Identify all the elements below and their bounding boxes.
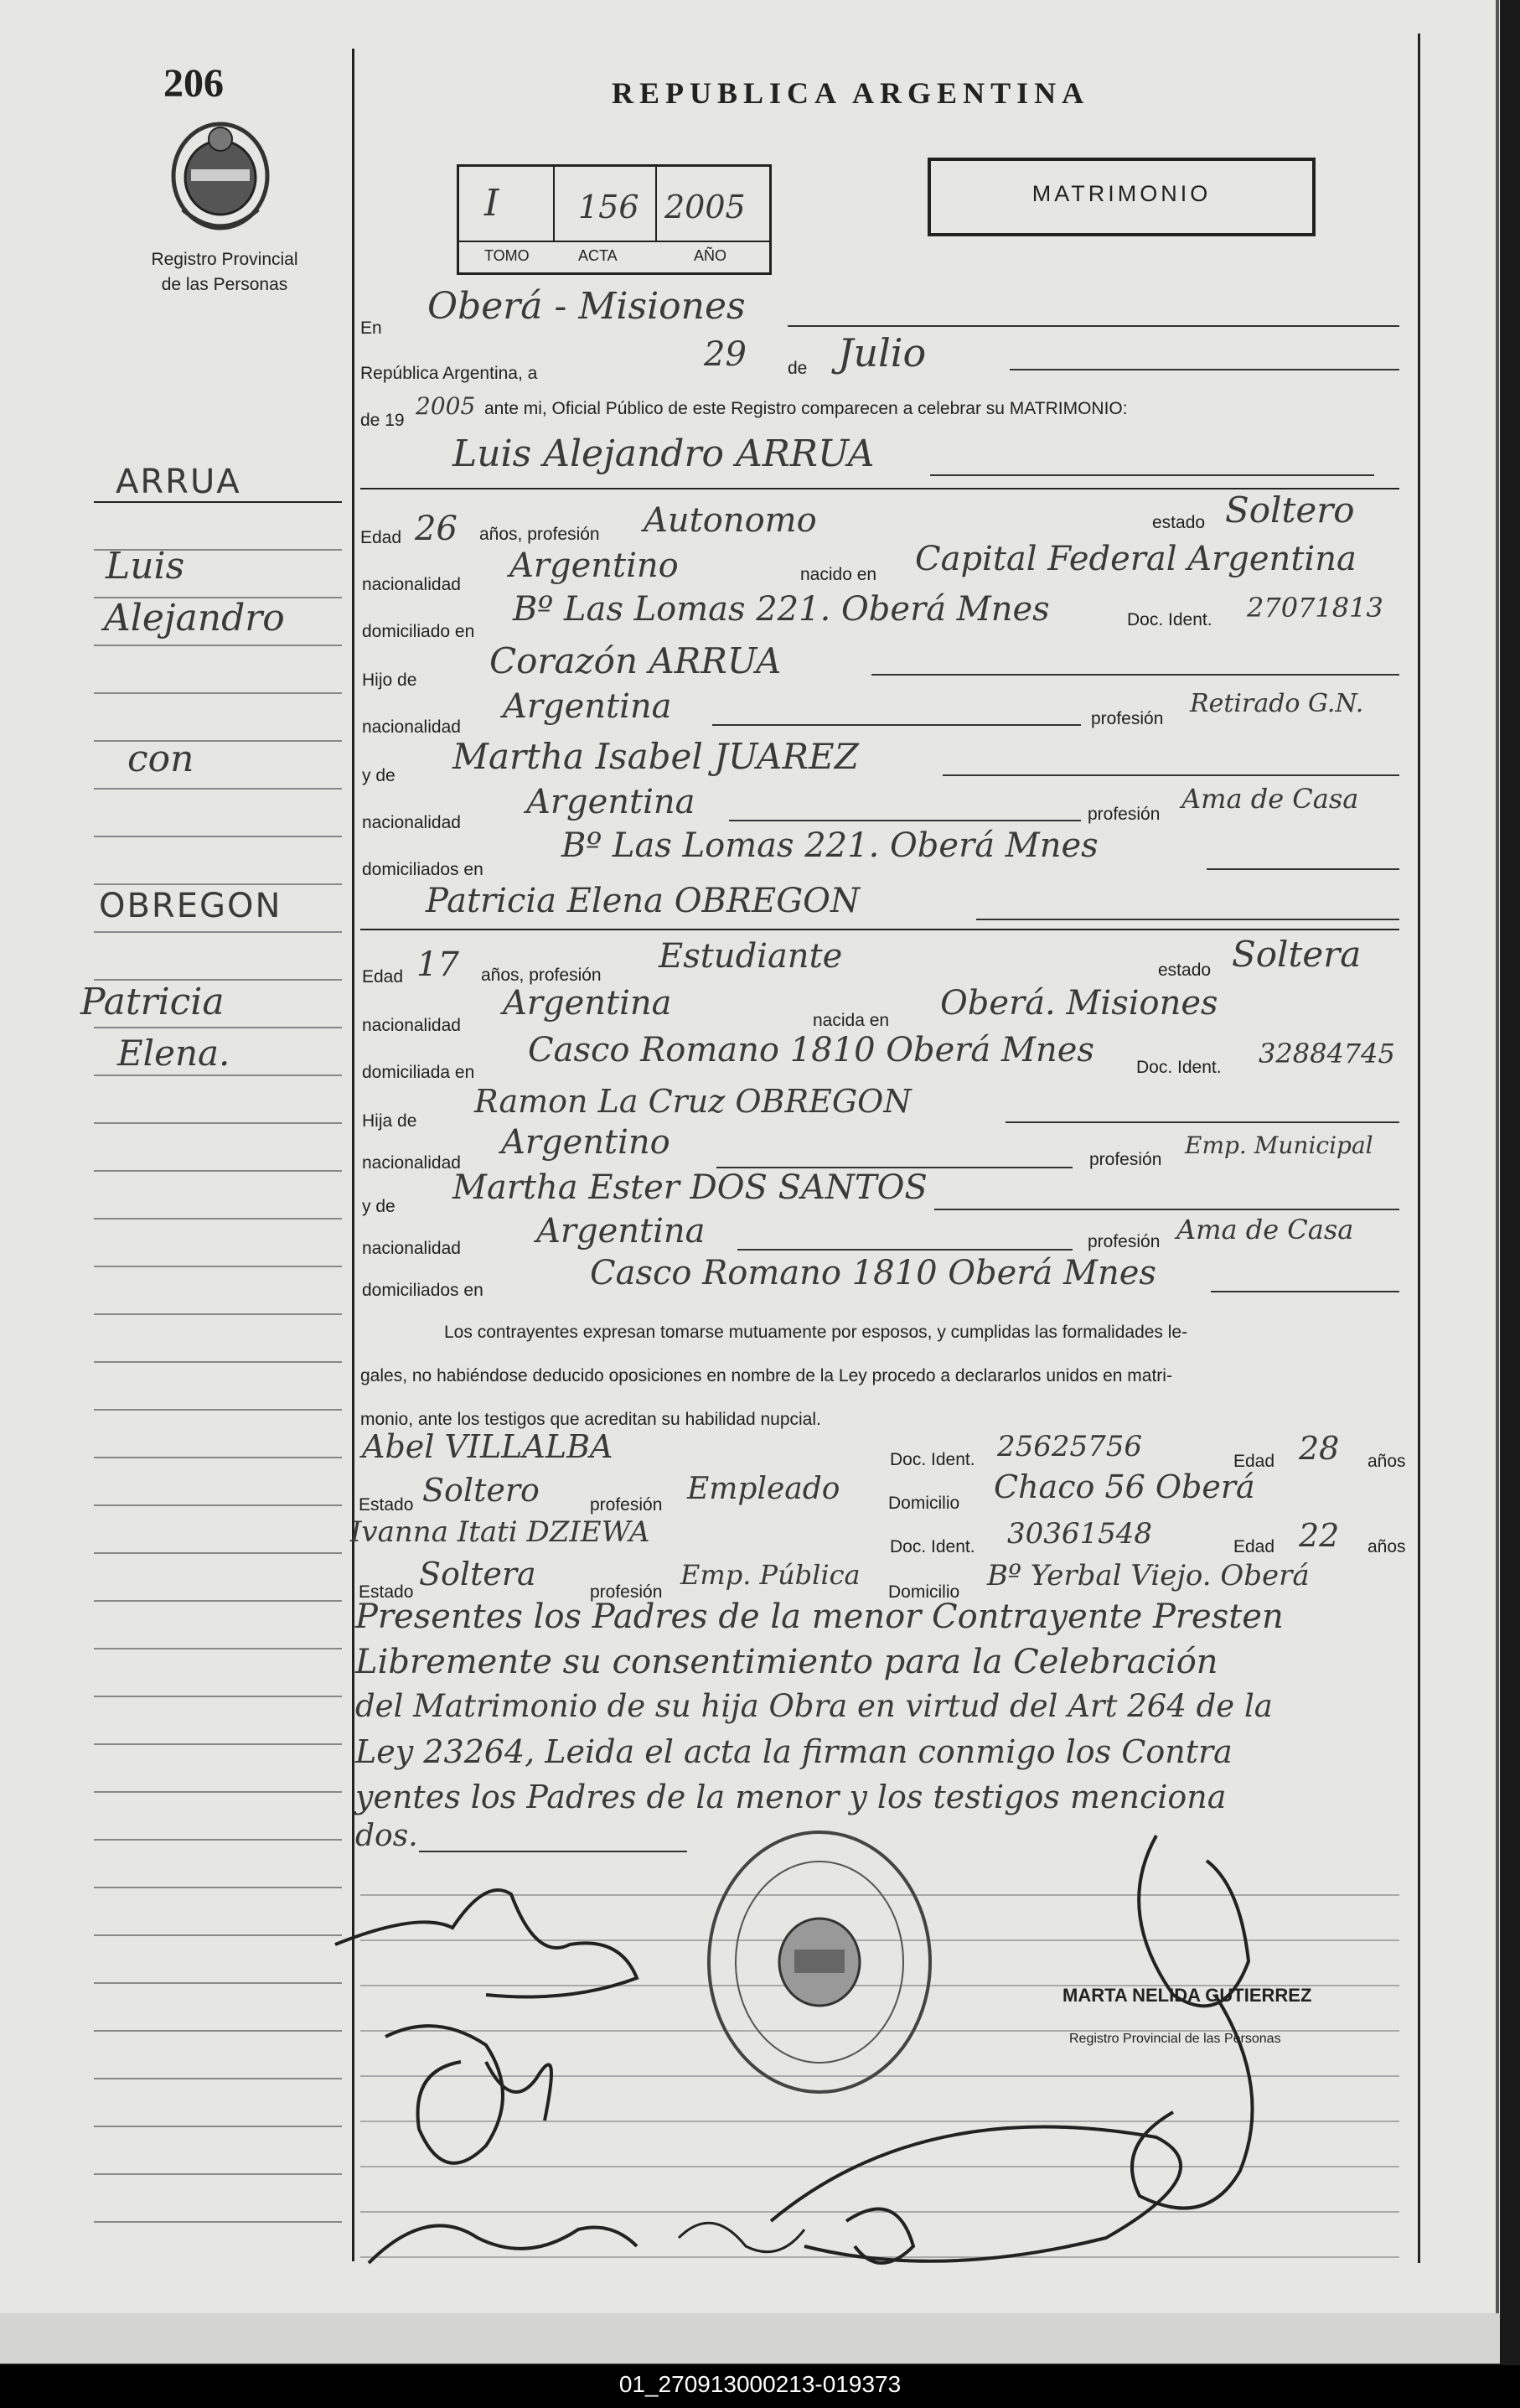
margin-given-1b: Alejandro [104, 597, 285, 640]
bride-father-label-prof: profesión [1089, 1150, 1162, 1169]
bride-mother: Martha Ester DOS SANTOS [452, 1168, 928, 1207]
groom-mother-label-prof: profesión [1088, 805, 1161, 824]
margin-rule [94, 2221, 342, 2223]
groom-doc: 27071813 [1247, 592, 1383, 624]
margin-rule [94, 836, 342, 837]
bride-label-nacionalidad: nacionalidad [362, 1016, 461, 1035]
closing-text-line1: Los contrayentes expresan tomarse mutuamente por esposos, y cumplidas las formalidades le- [444, 1323, 1188, 1342]
margin-rule [94, 1504, 342, 1506]
margin-rule [94, 1075, 342, 1076]
bride-birthplace: Oberá. Misiones [940, 984, 1218, 1023]
margin-rule [94, 1313, 342, 1315]
margin-rule [94, 2030, 342, 2032]
bride-nationality: Argentina [503, 984, 672, 1023]
margin-rule [94, 1170, 342, 1172]
margin-rule [94, 1839, 342, 1841]
groom-parents-label-dom: domiciliados en [362, 860, 483, 879]
label-en: En [360, 318, 382, 338]
bride-parents-address: Casco Romano 1810 Oberá Mnes [590, 1254, 1156, 1292]
witness2-label-doc: Doc. Ident. [890, 1537, 975, 1556]
witness1-label-domicilio: Domicilio [888, 1494, 960, 1513]
groom-father-profession: Retirado G.N. [1190, 689, 1364, 718]
record-number-table [457, 164, 772, 275]
margin-rule [94, 1648, 342, 1649]
bride-label-profesion: años, profesión [481, 966, 602, 985]
folio-number: 206 [163, 61, 224, 106]
witness2-label-anos: años [1367, 1537, 1406, 1556]
official-seal [702, 1824, 937, 2100]
tomo-label: TOMO [484, 247, 530, 264]
groom-label-profesion: años, profesión [479, 525, 600, 544]
groom-birthplace: Capital Federal Argentina [915, 540, 1357, 578]
closing-text-line2: gales, no habiéndose deducido oposiciones en nombre de la Ley procedo a declararlos unidos en matri- [360, 1366, 1172, 1385]
bride-age: 17 [416, 945, 459, 984]
witness2-label-domicilio: Domicilio [888, 1582, 960, 1602]
bride-mother-profession: Ama de Casa [1176, 1214, 1354, 1245]
groom-father-nationality: Argentina [503, 687, 672, 726]
witness1-label-estado: Estado [359, 1495, 414, 1515]
groom-mother: Martha Isabel JUAREZ [452, 736, 859, 777]
groom-profession: Autonomo [644, 501, 817, 540]
witness1-label-prof: profesión [590, 1495, 663, 1515]
margin-rule [94, 1457, 342, 1458]
groom-father-label-prof: profesión [1091, 709, 1164, 728]
margin-given-1a: Luis [106, 545, 185, 588]
document-type-box [928, 158, 1316, 236]
witness2-address: Bº Yerbal Viejo. Oberá [987, 1559, 1310, 1592]
margin-rule [94, 1361, 342, 1363]
margin-rule [94, 883, 342, 885]
margin-surname-1: ARRUA [116, 463, 241, 501]
official-title: Registro Provincial de las Personas [1069, 2032, 1281, 2046]
margin-rule [94, 1122, 342, 1124]
groom-parents-address: Bº Las Lomas 221. Oberá Mnes [561, 826, 1099, 865]
groom-label-estado: estado [1152, 513, 1206, 532]
groom-mother-label-nac: nacionalidad [362, 813, 461, 832]
witness2-status: Soltera [419, 1556, 536, 1592]
margin-rule [94, 2126, 342, 2127]
groom-label-nacionalidad: nacionalidad [362, 575, 461, 594]
note-line2: Libremente su consentimiento para la Celebración [355, 1643, 1218, 1681]
footer-id: 01_270913000213-019373 [618, 2371, 902, 2397]
bride-address: Casco Romano 1810 Oberá Mnes [528, 1031, 1094, 1069]
note-line4: Ley 23264, Leida el acta la firman conmigo los Contra [355, 1733, 1233, 1770]
bride-status: Soltera [1232, 934, 1362, 975]
groom-mother-nationality: Argentina [526, 783, 695, 821]
bride-label-hija: Hija de [362, 1111, 417, 1131]
witness2-label-estado: Estado [359, 1582, 414, 1602]
witness2-age: 22 [1299, 1517, 1340, 1554]
witness2-label-edad: Edad [1233, 1537, 1275, 1556]
registry-name-line1: Registro Provincial [151, 250, 298, 269]
margin-rule [94, 1791, 342, 1793]
margin-rule [94, 1027, 342, 1028]
groom-label-nacido: nacido en [800, 565, 877, 584]
bride-father-nationality: Argentino [501, 1123, 670, 1162]
bride-full-name: Patricia Elena OBREGON [426, 882, 860, 920]
witness1-status: Soltero [422, 1472, 540, 1509]
bride-label-yde: y de [362, 1197, 396, 1216]
witness1-name: Abel VILLALBA [362, 1428, 613, 1465]
country-title: REPUBLICA ARGENTINA [612, 76, 1090, 110]
year-value: 2005 [416, 392, 476, 420]
bride-mother-label-nac: nacionalidad [362, 1239, 461, 1258]
margin-rule [94, 1982, 342, 1984]
bride-label-edad: Edad [362, 967, 404, 987]
document-type: MATRIMONIO [1031, 181, 1212, 206]
margin-rule [94, 1409, 342, 1411]
label-de: de [788, 359, 808, 378]
month-value: Julio [838, 330, 927, 375]
groom-label-yde: y de [362, 766, 396, 785]
right-margin-line [1418, 34, 1420, 2263]
bride-label-estado: estado [1158, 961, 1212, 980]
note-line6: dos. [355, 1819, 418, 1853]
witness2-profession: Emp. Pública [680, 1559, 861, 1591]
margin-given-2b: Elena. [117, 1033, 230, 1074]
margin-rule [94, 1266, 342, 1267]
margin-given-2a: Patricia [80, 981, 225, 1023]
margin-rule [94, 931, 342, 933]
witness1-label-edad: Edad [1233, 1452, 1275, 1471]
groom-signature [318, 1844, 687, 2196]
margin-rule [94, 645, 342, 646]
groom-mother-profession: Ama de Casa [1181, 783, 1359, 815]
bride-doc: 32884745 [1259, 1038, 1395, 1069]
registry-name-line2: de las Personas [161, 275, 288, 294]
groom-label-domicilio: domiciliado en [362, 622, 475, 641]
bride-label-domicilio: domiciliada en [362, 1063, 475, 1082]
witness1-address: Chaco 56 Oberá [994, 1468, 1255, 1505]
witness1-profession: Empleado [687, 1472, 840, 1506]
groom-label-hijo: Hijo de [362, 671, 417, 690]
groom-father: Corazón ARRUA [489, 640, 782, 681]
tomo-value: I [484, 182, 499, 225]
witness1-label-doc: Doc. Ident. [890, 1450, 975, 1469]
margin-surname-2: OBREGON [99, 887, 282, 925]
coat-of-arms-logo [166, 117, 275, 235]
bride-mother-nationality: Argentina [536, 1212, 706, 1251]
margin-conector: con [127, 738, 194, 780]
groom-full-name: Luis Alejandro ARRUA [452, 432, 875, 475]
page-edge-line [1496, 0, 1499, 2313]
margin-rule [94, 1696, 342, 1697]
bride-mother-label-prof: profesión [1088, 1232, 1161, 1251]
ano-label: AÑO [694, 247, 727, 264]
witness2-label-prof: profesión [590, 1582, 663, 1602]
groom-father-label-nac: nacionalidad [362, 717, 461, 737]
bride-profession: Estudiante [659, 937, 843, 976]
bride-father-profession: Emp. Municipal [1185, 1132, 1373, 1159]
groom-label-edad: Edad [360, 528, 402, 547]
bride-label-nacida: nacida en [813, 1011, 890, 1030]
witness2-doc: 30361548 [1007, 1517, 1153, 1551]
margin-rule [94, 2078, 342, 2079]
day-value: 29 [704, 335, 747, 374]
label-republica: República Argentina, a [360, 364, 538, 383]
witness1-age: 28 [1299, 1430, 1340, 1467]
margin-rule [94, 1600, 342, 1602]
page-bottom-edge [0, 2313, 1500, 2364]
groom-nationality: Argentino [509, 546, 679, 585]
margin-rule [94, 1934, 342, 1936]
note-line1: Presentes los Padres de la menor Contrayente Presten [355, 1598, 1284, 1636]
margin-rule [94, 1887, 342, 1888]
margin-rule [94, 1743, 342, 1745]
groom-label-doc: Doc. Ident. [1127, 610, 1212, 629]
witness1-doc: 25625756 [997, 1430, 1143, 1463]
witness1-label-anos: años [1367, 1452, 1406, 1471]
bride-label-doc: Doc. Ident. [1136, 1058, 1222, 1077]
witness2-name: Ivanna Itati DZIEWA [350, 1515, 650, 1549]
label-ante: ante mi, Oficial Público de este Registro comparecen a celebrar su MATRIMONIO: [484, 399, 1128, 418]
closing-text-line3: monio, ante los testigos que acreditan su habilidad nupcial. [360, 1410, 821, 1429]
note-line5: yentes los Padres de la menor y los testigos menciona [355, 1779, 1227, 1815]
margin-rule [94, 692, 342, 694]
ano-value: 2005 [664, 189, 746, 225]
groom-age: 26 [415, 510, 458, 548]
groom-address: Bº Las Lomas 221. Oberá Mnes [513, 590, 1050, 629]
label-year-prefix: de 19 [360, 411, 405, 430]
place-value: Oberá - Misiones [427, 285, 746, 328]
official-name: MARTA NELIDA GUTIERREZ [1062, 1985, 1312, 2006]
witnesses-signatures [360, 2171, 964, 2297]
margin-rule [94, 788, 342, 790]
bride-father-label-nac: nacionalidad [362, 1153, 461, 1173]
bride-father: Ramon La Cruz OBREGON [474, 1083, 912, 1120]
acta-label: ACTA [578, 247, 618, 264]
groom-status: Soltero [1225, 489, 1355, 531]
note-line3: del Matrimonio de su hija Obra en virtud del Art 264 de la [355, 1688, 1273, 1724]
acta-value: 156 [578, 189, 639, 225]
margin-rule [94, 1218, 342, 1220]
bride-parents-label-dom: domiciliados en [362, 1281, 483, 1300]
margin-rule [94, 501, 342, 503]
margin-rule [94, 2173, 342, 2175]
margin-rule [94, 1552, 342, 1554]
